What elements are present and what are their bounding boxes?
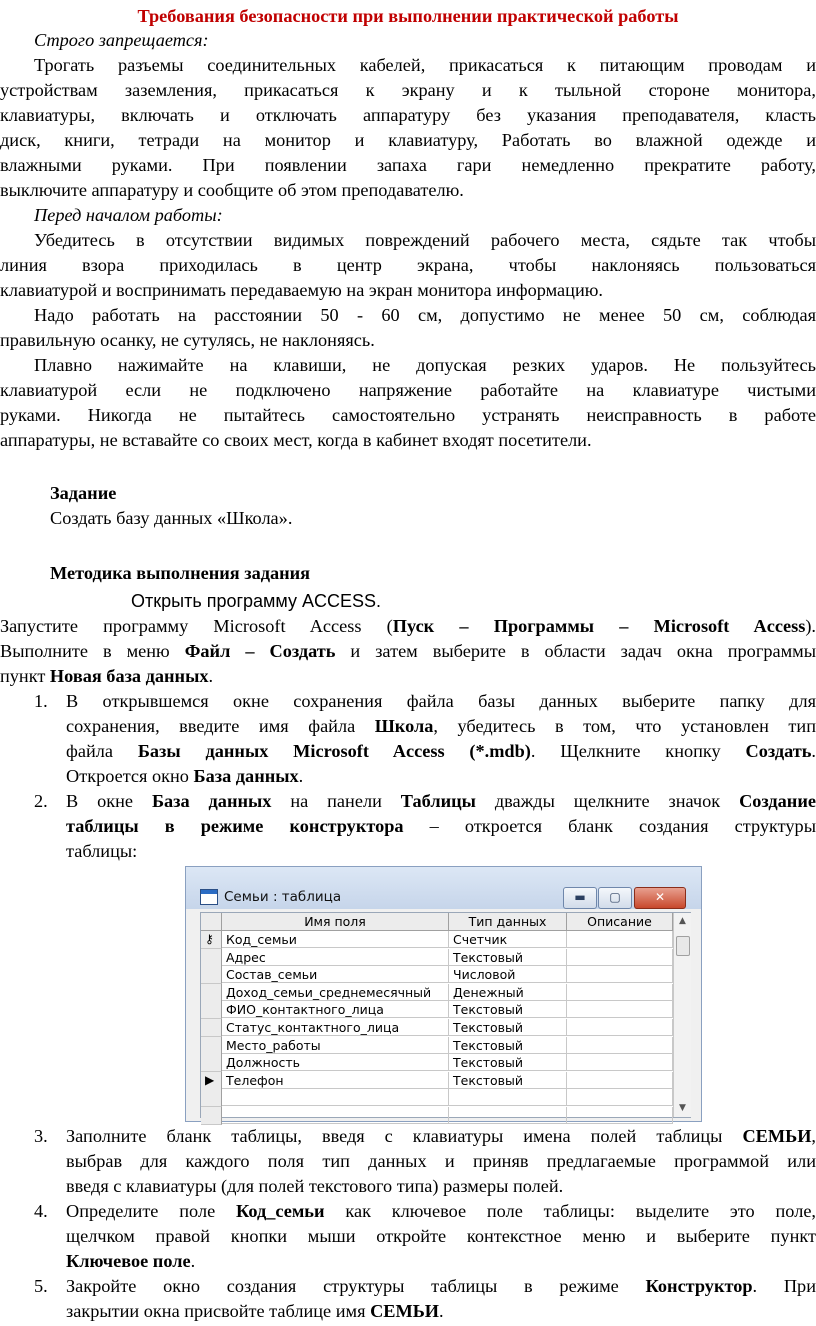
text-line: [0, 614, 816, 638]
scroll-down-icon[interactable]: ▼: [679, 1103, 686, 1113]
current-row-arrow-icon: ▶: [205, 1072, 215, 1087]
text-run: В окне: [66, 791, 152, 811]
method-heading: Методика выполнения задания: [50, 563, 311, 583]
text-line: аппаратуры, не вставайте со своих мест, когда в кабинет входят посетители.: [0, 430, 592, 450]
text-run: пункт: [0, 666, 50, 686]
text-line: линия взора приходилась в центр экрана, чтобы наклоняясь пользоваться: [0, 255, 816, 275]
scroll-thumb[interactable]: [676, 936, 690, 956]
text-run: закрытии окна присвойте таблице имя: [66, 1301, 371, 1321]
text-run: .: [298, 766, 304, 786]
text-line: руками. Никогда не пытайтесь самостоятельно устранять неисправность в работе: [0, 405, 816, 425]
text-run: ,: [811, 1126, 816, 1146]
bold-term: Таблицы: [400, 791, 476, 811]
row-selector[interactable]: [201, 1089, 222, 1107]
data-type-cell[interactable]: [449, 1089, 567, 1106]
text-line: клавиатурой если не подключено напряжение работайте на клавиатуре чистыми: [0, 380, 816, 400]
text-run: файла: [66, 741, 138, 761]
row-selector[interactable]: [201, 1072, 222, 1090]
text-run: Заполните бланк таблицы, введя с клавиатуры имена полей таблицы: [66, 1126, 743, 1146]
description-cell[interactable]: [567, 1089, 673, 1106]
text-run: дважды щелкните значок: [475, 791, 740, 811]
column-header-field-name[interactable]: Имя поля: [222, 913, 449, 931]
bold-term: Новая база данных: [49, 666, 209, 686]
text-line: [66, 1199, 816, 1223]
text-line: [66, 1299, 816, 1323]
field-name-cell[interactable]: Код_семьи: [222, 931, 449, 948]
text-run: Выполните в меню: [0, 641, 185, 661]
row-selector-header: [201, 913, 222, 931]
description-cell[interactable]: [567, 1107, 673, 1124]
description-cell[interactable]: [567, 1001, 673, 1018]
task-text: Создать базу данных «Школа».: [50, 508, 293, 528]
vertical-scrollbar[interactable]: [673, 913, 691, 1117]
bold-term: База данных: [193, 766, 299, 786]
step-number: 2.: [34, 791, 48, 811]
text-run: Закройте окно создания структуры таблицы в режиме: [66, 1276, 646, 1296]
bold-term: СЕМЬИ: [742, 1126, 812, 1146]
row-selector[interactable]: [201, 931, 222, 949]
access-table-window[interactable]: [185, 866, 702, 1122]
text-run: , убедитесь в том, что установлен тип: [433, 716, 816, 736]
minimize-button[interactable]: ▬: [563, 887, 597, 909]
text-line: Надо работать на расстоянии 50 - 60 см, допустимо не менее 50 см, соблюдая: [34, 305, 816, 325]
text-line: [66, 814, 816, 838]
text-run: Откроется окно: [66, 766, 194, 786]
field-name-cell[interactable]: [222, 1107, 449, 1124]
window-title: Семьи : таблица: [224, 889, 342, 905]
data-type-cell[interactable]: Текстовый: [449, 1001, 567, 1018]
text-line: [0, 664, 816, 688]
text-line: Плавно нажимайте на клавиши, не допуская резких ударов. Не пользуйтесь: [34, 355, 816, 375]
text-line: [66, 714, 816, 738]
text-line: [66, 1249, 816, 1273]
bold-term: Создать: [745, 741, 812, 761]
text-line: [66, 1274, 816, 1298]
text-line: правильную осанку, не сутулясь, не наклоняясь.: [0, 330, 375, 350]
row-selector[interactable]: [201, 1001, 222, 1019]
description-cell[interactable]: [567, 966, 673, 983]
bold-term: Школа: [374, 716, 434, 736]
bold-term: База данных: [151, 791, 272, 811]
field-name-cell[interactable]: Статус_контактного_лица: [222, 1019, 449, 1036]
bold-term: таблицы в режиме конструктора: [66, 816, 404, 836]
data-type-cell[interactable]: Текстовый: [449, 1019, 567, 1036]
description-cell[interactable]: [567, 984, 673, 1001]
text-line: клавиатуры, включать и отключать аппаратуру без указания преподавателя, класть: [0, 105, 816, 125]
step-number: 1.: [34, 691, 48, 711]
row-selector[interactable]: [201, 984, 222, 1002]
page-title: Требования безопасности при выполнении практической работы: [137, 6, 679, 26]
bold-term: СЕМЬИ: [370, 1301, 440, 1321]
text-run: .: [190, 1251, 196, 1271]
field-name-cell[interactable]: Доход_семьи_среднемесячный: [222, 984, 449, 1001]
text-line: Убедитесь в отсутствии видимых повреждений рабочего места, сядьте так чтобы: [34, 230, 816, 250]
field-name-cell[interactable]: Место_работы: [222, 1037, 449, 1054]
design-grid[interactable]: [200, 912, 691, 1118]
row-selector[interactable]: [201, 1019, 222, 1037]
text-line: Трогать разъемы соединительных кабелей, прикасаться к питающим проводам и: [34, 55, 816, 75]
text-line: [66, 1149, 816, 1173]
text-line: [66, 1124, 816, 1148]
column-header-data-type[interactable]: Тип данных: [449, 913, 567, 931]
text-line: [66, 739, 816, 763]
bold-term: Файл – Создать: [184, 641, 336, 661]
bold-term: Базы данных Microsoft Access (*.mdb): [137, 741, 531, 761]
row-selector[interactable]: [201, 1054, 222, 1072]
text-run: щелчком правой кнопки мыши откройте контекстное меню и выберите пункт: [66, 1226, 816, 1246]
text-line: [66, 1224, 816, 1248]
text-line: диск, книги, тетради на монитор и клавиатуру, Работать во влажной одежде и: [0, 130, 816, 150]
bold-term: Создание: [739, 791, 816, 811]
data-type-cell[interactable]: Текстовый: [449, 1054, 567, 1071]
row-selector[interactable]: [201, 1107, 222, 1125]
data-type-cell[interactable]: Текстовый: [449, 1037, 567, 1054]
bold-term: Код_семьи: [236, 1201, 325, 1221]
text-run: выбрав для каждого поля тип данных и приняв предлагаемые программой или: [66, 1151, 816, 1171]
bold-term: Конструктор: [645, 1276, 753, 1296]
text-line: [66, 764, 816, 788]
bold-term: Пуск – Программы – Microsoft Access: [392, 616, 806, 636]
text-run: Определите поле: [66, 1201, 237, 1221]
field-name-cell[interactable]: ФИО_контактного_лица: [222, 1001, 449, 1018]
task-heading: Задание: [50, 483, 117, 503]
field-name-cell[interactable]: [222, 1089, 449, 1106]
description-cell[interactable]: [567, 931, 673, 948]
text-run: ).: [805, 616, 816, 636]
description-cell[interactable]: [567, 1072, 673, 1089]
scroll-up-icon[interactable]: ▲: [679, 916, 686, 926]
text-run: и затем выберите в области задач окна программы: [335, 641, 816, 661]
row-selector[interactable]: [201, 1037, 222, 1055]
description-cell[interactable]: [567, 1037, 673, 1054]
text-run: . Щелкните кнопку: [530, 741, 746, 761]
text-line: [66, 689, 816, 713]
data-type-cell[interactable]: Счетчик: [449, 931, 567, 948]
text-line: [66, 839, 816, 863]
step-number: 3.: [34, 1126, 48, 1146]
text-line: выключите аппаратуру и сообщите об этом преподавателю.: [0, 180, 464, 200]
description-cell[interactable]: [567, 949, 673, 966]
text-run: введя с клавиатуры (для полей текстового типа) размеры полей.: [66, 1176, 564, 1196]
text-line: устройствам заземления, прикасаться к экрану и к тыльной стороне монитора,: [0, 80, 816, 100]
description-cell[interactable]: [567, 1054, 673, 1071]
text-run: . При: [752, 1276, 816, 1296]
row-selector[interactable]: [201, 949, 222, 967]
text-run: – откроется бланк создания структуры: [403, 816, 816, 836]
text-run: В открывшемся окне сохранения файла базы данных выберите папку для: [66, 691, 816, 711]
text-run: таблицы:: [66, 841, 138, 861]
text-line: влажными руками. При появлении запаха гари немедленно прекратите работу,: [0, 155, 816, 175]
close-button[interactable]: ✕: [634, 887, 686, 909]
key-icon: ⚷: [205, 932, 214, 946]
window-titlebar[interactable]: [186, 867, 701, 909]
text-run: .: [208, 666, 214, 686]
row-selector[interactable]: [201, 966, 222, 984]
text-line: [66, 1174, 816, 1198]
text-run: сохранения, введите имя файла: [66, 716, 375, 736]
text-run: на панели: [271, 791, 401, 811]
field-name-cell[interactable]: Телефон: [222, 1072, 449, 1089]
data-type-cell[interactable]: Текстовый: [449, 949, 567, 966]
text-run: как ключевое поле таблицы: выделите это поле,: [324, 1201, 816, 1221]
data-type-cell[interactable]: Денежный: [449, 984, 567, 1001]
text-run: .: [811, 741, 816, 761]
text-run: Запустите программу Microsoft Access (: [0, 616, 393, 636]
field-name-cell[interactable]: Адрес: [222, 949, 449, 966]
column-header-description[interactable]: Описание: [567, 913, 673, 931]
data-type-cell[interactable]: [449, 1107, 567, 1124]
forbidden-heading: Строго запрещается:: [34, 30, 209, 50]
method-subheading: Открыть программу ACCESS.: [131, 591, 382, 611]
field-name-cell[interactable]: Состав_семьи: [222, 966, 449, 983]
text-line: клавиатурой и воспринимать передаваемую на экран монитора информацию.: [0, 280, 603, 300]
text-line: [66, 789, 816, 813]
description-cell[interactable]: [567, 1019, 673, 1036]
table-icon: [200, 889, 218, 905]
maximize-button[interactable]: ▢: [598, 887, 632, 909]
bold-term: Ключевое поле: [66, 1251, 191, 1271]
step-number: 4.: [34, 1201, 48, 1221]
before-heading: Перед началом работы:: [34, 205, 223, 225]
text-line: [0, 639, 816, 663]
data-type-cell[interactable]: Текстовый: [449, 1072, 567, 1089]
text-run: .: [439, 1301, 444, 1321]
step-number: 5.: [34, 1276, 48, 1296]
field-name-cell[interactable]: Должность: [222, 1054, 449, 1071]
data-type-cell[interactable]: Числовой: [449, 966, 567, 983]
